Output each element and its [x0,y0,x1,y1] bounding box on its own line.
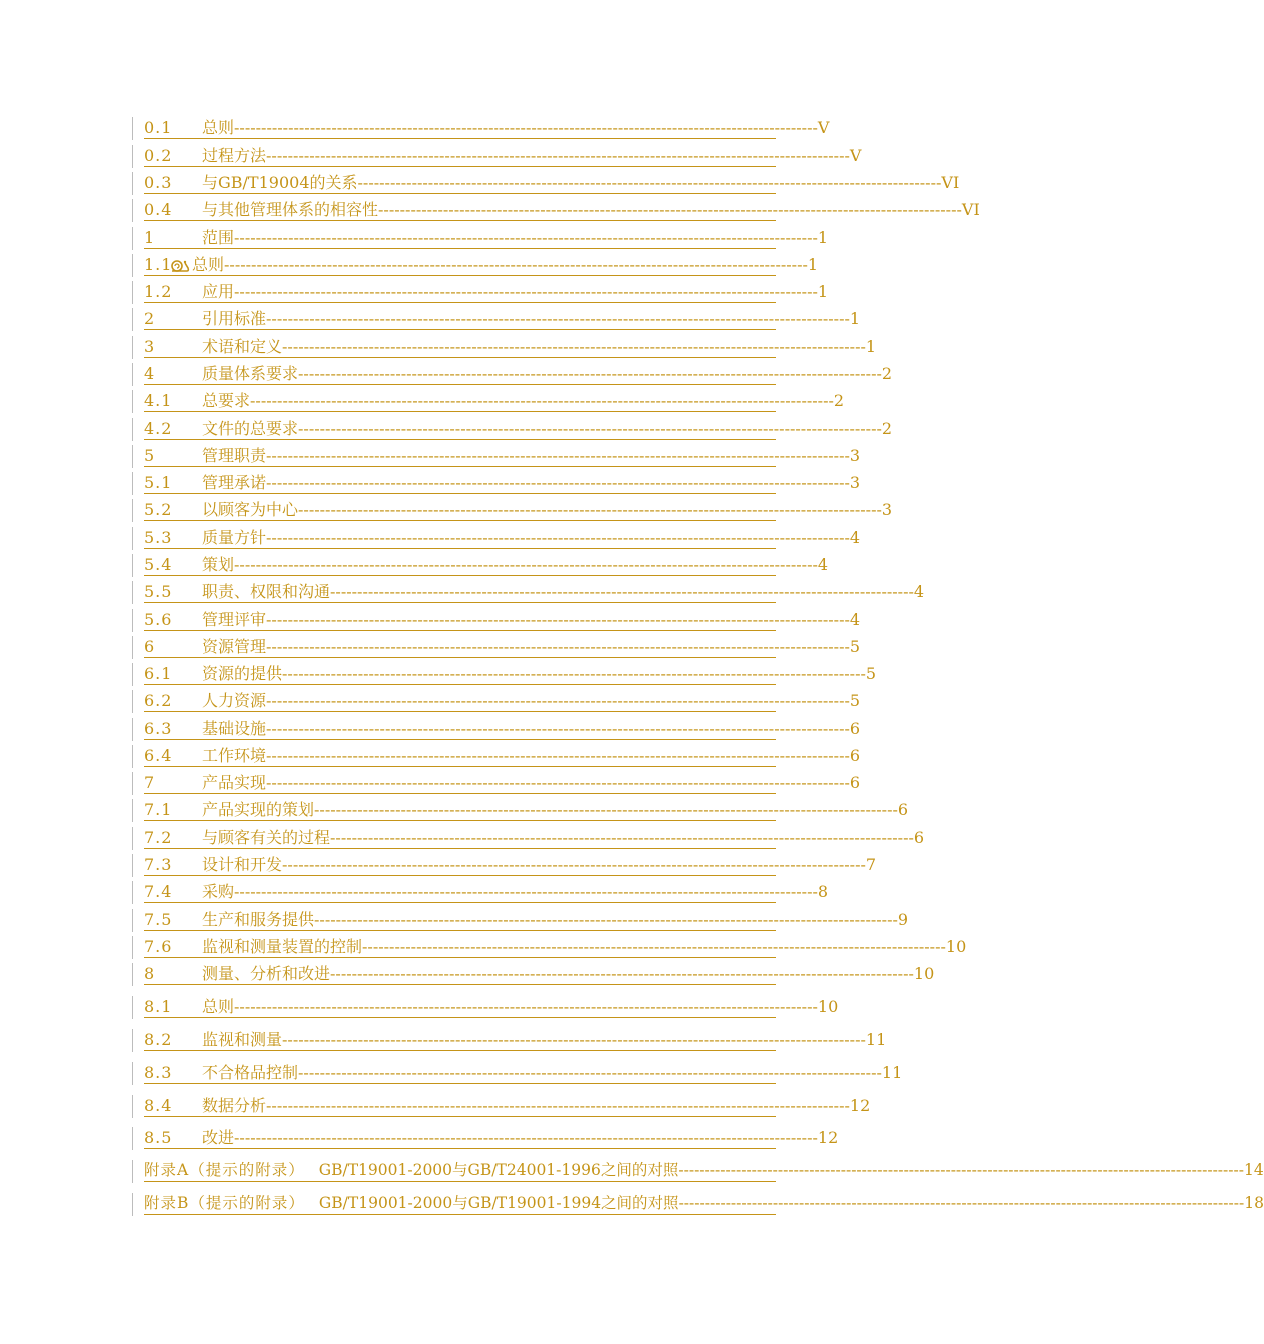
toc-leader-dashes: ------------------------------------------------------------------------------------------------------------ [266,473,850,492]
toc-page-number: 4 [849,610,861,629]
toc-link[interactable] [144,363,893,385]
toc-link[interactable] [144,799,909,821]
toc-leader-dashes: ------------------------------------------------------------------------------------------------------------ [266,1096,850,1115]
toc-entry [132,336,877,359]
toc-section-number: 附录B（提示的附录） [144,1194,305,1212]
toc-link[interactable] [144,281,829,303]
toc-title: 基础设施 [202,719,267,738]
toc-link[interactable] [144,1127,839,1149]
toc-leader-dashes: ------------------------------------------------------------------------------------------------------------ [234,997,818,1016]
toc-leader-dashes: ------------------------------------------------------------------------------------------------------------ [298,1063,882,1082]
toc-section-number: 8.2 [144,1030,173,1049]
toc-title: 总要求 [202,391,251,410]
toc-title: 与其他管理体系的相容性 [202,200,379,219]
toc-page-number: 4 [849,528,861,547]
snail-icon [170,254,192,275]
toc-page-number: 5 [849,637,861,656]
toc-leader-dashes: ------------------------------------------------------------------------------------------------------------ [282,1030,866,1049]
toc-page-number: 11 [881,1063,903,1082]
toc-leader-dashes: ------------------------------------------------------------------------------------------------------------ [314,910,898,929]
toc-page-number: 8 [817,882,829,901]
toc-leader-dashes: ------------------------------------------------------------------------------------------------------------ [234,228,818,247]
toc-leader-dashes: ------------------------------------------------------------------------------------------------------------ [266,637,850,656]
toc-entry [132,854,877,877]
toc-section-number: 4 [144,364,156,383]
toc-page-number: 4 [817,555,829,574]
toc-section-number: 7.5 [144,910,173,929]
toc-title: 职责、权限和沟通 [202,582,331,601]
toc-section-number: 5.2 [144,500,173,519]
toc-title: 资源管理 [202,637,267,656]
toc-section-number: 0.2 [144,146,173,165]
toc-page-number: 5 [849,691,861,710]
toc-page-number: VI [961,200,980,219]
toc-section-number: 8 [144,964,156,983]
toc-entry [132,390,845,413]
toc-link[interactable] [144,499,893,521]
toc-section-number: 5.1 [144,473,173,492]
toc-leader-dashes: ------------------------------------------------------------------------------------------------------------ [678,1194,1245,1212]
toc-link[interactable] [144,772,861,794]
toc-entry [132,363,893,386]
toc-entry [132,827,925,850]
toc-entry [132,254,819,277]
toc-section-number: 7.2 [144,828,173,847]
toc-link[interactable] [144,854,877,876]
toc-page-number: 1 [865,337,877,356]
toc-title: 数据分析 [202,1096,267,1115]
toc-leader-dashes: ------------------------------------------------------------------------------------------------------------ [266,309,850,328]
toc-link[interactable] [144,636,861,658]
toc-leader-dashes: ------------------------------------------------------------------------------------------------------------ [330,964,914,983]
toc-entry [132,472,861,495]
toc-leader-dashes: ------------------------------------------------------------------------------------------------------------ [282,337,866,356]
toc-title: 总则 [192,255,225,274]
toc-page-number: 6 [897,800,909,819]
toc-title: 监视和测量装置的控制 [202,937,363,956]
toc-leader-dashes: ------------------------------------------------------------------------------------------------------------ [266,446,850,465]
toc-link[interactable] [144,527,861,549]
toc-page-number: 5 [865,664,877,683]
toc-entry [132,418,893,441]
toc-section-number: 8.5 [144,1128,173,1147]
toc-leader-dashes: ------------------------------------------------------------------------------------------------------------ [266,610,850,629]
toc-entry [132,690,861,713]
toc-entry [132,936,967,959]
toc-title: 产品实现 [202,773,267,792]
toc-page-number: 1 [817,228,829,247]
toc-leader-dashes: ------------------------------------------------------------------------------------------------------------ [330,828,914,847]
toc-link[interactable] [144,1193,1264,1215]
toc-section-number: 0.1 [144,118,173,137]
toc-link[interactable] [144,145,862,167]
toc-title: 总则 [202,997,235,1016]
toc-leader-dashes: ------------------------------------------------------------------------------------------------------------ [234,118,818,137]
toc-link[interactable] [144,418,893,440]
toc-entry-appendix [132,1160,1264,1183]
toc-entry [132,909,909,932]
toc-page-number: 12 [849,1096,871,1115]
toc-link[interactable] [144,963,935,985]
toc-entry [132,881,829,904]
toc-link[interactable] [144,199,980,221]
toc-entry [132,1062,903,1085]
toc-section-number: 5.3 [144,528,173,547]
toc-section-number: 1.2 [144,282,173,301]
toc-link[interactable] [144,227,829,249]
toc-leader-dashes: ------------------------------------------------------------------------------------------------------------ [266,691,850,710]
toc-entry [132,581,925,604]
toc-section-number: 7 [144,773,156,792]
toc-page-number: 18 [1244,1194,1264,1212]
toc-page-number: 10 [817,997,839,1016]
toc-page-number: 3 [849,473,861,492]
toc-leader-dashes: ------------------------------------------------------------------------------------------------------------ [234,555,818,574]
toc-page-number: 10 [913,964,935,983]
toc-title: 产品实现的策划 [202,800,315,819]
toc-link[interactable] [144,554,829,576]
toc-page-number: 2 [881,419,893,438]
toc-page-number: 14 [1244,1161,1264,1179]
toc-entry [132,745,861,768]
toc-link[interactable] [144,308,861,330]
toc-page-number: 6 [849,773,861,792]
toc-page-number: V [817,118,830,137]
toc-title: 术语和定义 [202,337,283,356]
toc-leader-dashes: ------------------------------------------------------------------------------------------------------------ [224,255,808,274]
toc-title: 与顾客有关的过程 [202,828,331,847]
toc-link[interactable] [144,609,861,631]
toc-leader-dashes: ------------------------------------------------------------------------------------------------------------ [362,937,946,956]
toc-leader-dashes: ------------------------------------------------------------------------------------------------------------ [298,419,882,438]
toc-leader-dashes: ------------------------------------------------------------------------------------------------------------ [298,500,882,519]
toc-leader-dashes: ------------------------------------------------------------------------------------------------------------ [330,582,914,601]
toc-section-number: 0.3 [144,173,173,192]
toc-title: 生产和服务提供 [202,910,315,929]
toc-section-number: 8.3 [144,1063,173,1082]
toc-page-number: 3 [849,446,861,465]
toc-leader-dashes: ------------------------------------------------------------------------------------------------------------ [282,664,866,683]
toc-entry [132,996,839,1019]
toc-title: 文件的总要求 [202,419,299,438]
toc-link[interactable] [144,581,925,603]
toc-entry [132,663,877,686]
toc-section-number: 1.1 [144,255,173,274]
toc-entry-appendix [132,1193,1264,1216]
toc-page-number: 9 [897,910,909,929]
toc-section-number: 1 [144,228,156,247]
toc-section-number: 6 [144,637,156,656]
toc-title: 测量、分析和改进 [202,964,331,983]
toc-entry [132,1095,871,1118]
toc-entry [132,799,909,822]
toc-leader-dashes: ------------------------------------------------------------------------------------------------------------ [250,391,834,410]
toc-leader-dashes: ------------------------------------------------------------------------------------------------------------ [266,719,850,738]
toc-title: 工作环境 [202,746,267,765]
toc-link[interactable] [144,445,861,467]
toc-leader-dashes: ------------------------------------------------------------------------------------------------------------ [282,855,866,874]
toc-link[interactable] [144,336,877,358]
toc-section-number: 6.3 [144,719,173,738]
toc-section-number: 0.4 [144,200,173,219]
toc-section-number: 3 [144,337,156,356]
toc-section-number: 6.2 [144,691,173,710]
toc-title: 采购 [202,882,235,901]
toc-entry [132,281,829,304]
toc-leader-dashes: ------------------------------------------------------------------------------------------------------------ [314,800,898,819]
toc-title: 管理职责 [202,446,267,465]
toc-entry [132,172,960,195]
toc-entry [132,718,861,741]
toc-section-number: 4.1 [144,391,173,410]
toc-link[interactable] [144,1029,887,1051]
toc-title: 引用标准 [202,309,267,328]
toc-page-number: 6 [849,719,861,738]
toc-title: 以顾客为中心 [202,500,299,519]
toc-link[interactable] [144,745,861,767]
toc-entry [132,963,935,986]
toc-leader-dashes: ------------------------------------------------------------------------------------------------------------ [378,200,962,219]
toc-page-number: 4 [913,582,925,601]
toc-entry [132,499,893,522]
toc-page-number: 10 [945,937,967,956]
toc-title: 管理评审 [202,610,267,629]
toc-page-number: 1 [817,282,829,301]
toc-section-number: 8.1 [144,997,173,1016]
toc-link[interactable] [144,827,925,849]
toc-link[interactable] [144,690,861,712]
toc-entry [132,117,830,140]
toc-entry [132,527,861,550]
toc-entry [132,227,829,250]
toc-section-number: 2 [144,309,156,328]
toc-title: GB/T19001-2000与GB/T24001-1996之间的对照 [318,1161,679,1179]
toc-section-number: 5 [144,446,156,465]
toc-link[interactable] [144,909,909,931]
toc-link[interactable] [144,1095,871,1117]
toc-page-number: 2 [833,391,845,410]
toc-entry [132,1029,887,1052]
toc-leader-dashes: ------------------------------------------------------------------------------------------------------------ [234,282,818,301]
toc-link[interactable] [144,1062,903,1084]
toc-title: 管理承诺 [202,473,267,492]
toc-page-number: 6 [849,746,861,765]
toc-link[interactable] [144,936,967,958]
toc-entry [132,772,861,795]
toc-leader-dashes: ------------------------------------------------------------------------------------------------------------ [266,746,850,765]
toc-leader-dashes: ------------------------------------------------------------------------------------------------------------ [266,146,850,165]
toc-link[interactable] [144,1160,1264,1182]
toc-leader-dashes: ------------------------------------------------------------------------------------------------------------ [266,528,850,547]
toc-entry [132,636,861,659]
toc-link[interactable] [144,881,829,903]
toc-entry [132,609,861,632]
toc-link[interactable] [144,663,877,685]
toc-page-number: 1 [849,309,861,328]
toc-title: 监视和测量 [202,1030,283,1049]
toc-section-number: 6.4 [144,746,173,765]
toc-entry [132,308,861,331]
toc-page-number: 12 [817,1128,839,1147]
toc-title: 设计和开发 [202,855,283,874]
toc-section-number: 5.5 [144,582,173,601]
toc-section-number: 8.4 [144,1096,173,1115]
toc-title: 不合格品控制 [202,1063,299,1082]
toc-leader-dashes: ------------------------------------------------------------------------------------------------------------ [266,773,850,792]
toc-section-number: 7.4 [144,882,173,901]
toc-link[interactable] [144,390,845,412]
toc-section-number: 7.3 [144,855,173,874]
toc-leader-dashes: ------------------------------------------------------------------------------------------------------------ [234,882,818,901]
toc-section-number: 7.6 [144,937,173,956]
toc-title: 质量体系要求 [202,364,299,383]
toc-entry [132,145,862,168]
toc-page-number: 6 [913,828,925,847]
toc-leader-dashes: ------------------------------------------------------------------------------------------------------------ [678,1161,1244,1179]
toc-title: GB/T19001-2000与GB/T19001-1994之间的对照 [318,1194,679,1212]
toc-page-number: 1 [807,255,819,274]
toc-title: 人力资源 [202,691,267,710]
toc-link[interactable] [144,172,960,194]
toc-section-number: 5.4 [144,555,173,574]
toc-title: 过程方法 [202,146,267,165]
toc-page-number: 3 [881,500,893,519]
toc-title: 总则 [202,118,235,137]
toc-title: 与GB/T19004的关系 [202,173,358,192]
toc-section-number: 7.1 [144,800,173,819]
toc-page-number: 2 [881,364,893,383]
toc-link[interactable] [144,718,861,740]
toc-title: 策划 [202,555,235,574]
toc-page-number: VI [941,173,960,192]
toc-title: 质量方针 [202,528,267,547]
toc-title: 改进 [202,1128,235,1147]
toc-entry [132,199,980,222]
toc-link[interactable] [144,996,839,1018]
toc-page-number: 7 [865,855,877,874]
toc-entry [132,1127,839,1150]
toc-page-number: V [849,146,862,165]
toc-section-number: 5.6 [144,610,173,629]
toc-leader-dashes: ------------------------------------------------------------------------------------------------------------ [234,1128,818,1147]
toc-page-number: 11 [865,1030,887,1049]
toc-link[interactable] [144,472,861,494]
toc-entry [132,445,861,468]
toc-section-number: 4.2 [144,419,173,438]
toc-title: 应用 [202,282,235,301]
toc-title: 范围 [202,228,235,247]
toc-title: 资源的提供 [202,664,283,683]
toc-section-number: 附录A（提示的附录） [144,1161,305,1179]
toc-section-number: 6.1 [144,664,173,683]
toc-link[interactable] [144,117,830,139]
toc-entry [132,554,829,577]
toc-link[interactable] [144,254,819,276]
toc-leader-dashes: ------------------------------------------------------------------------------------------------------------ [357,173,942,192]
toc-leader-dashes: ------------------------------------------------------------------------------------------------------------ [298,364,882,383]
